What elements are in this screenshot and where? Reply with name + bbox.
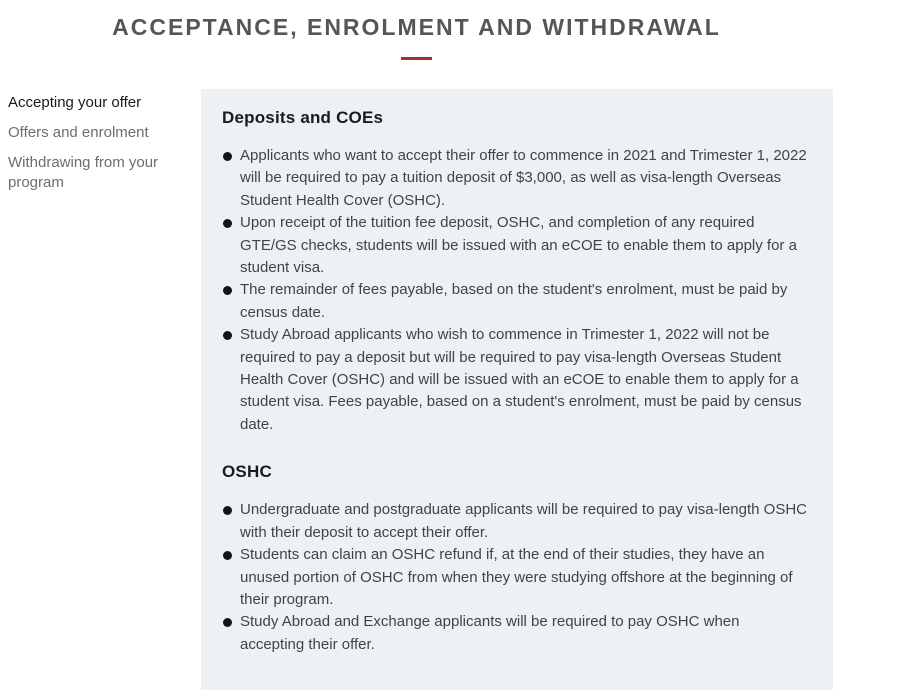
sidebar-item-accepting-your-offer[interactable]: Accepting your offer — [8, 94, 142, 111]
bullet-text: Undergraduate and postgraduate applicants will be required to pay visa-length OSHC with their deposit to accept their offer. — [240, 501, 808, 541]
content-panel — [201, 89, 833, 690]
bullet-icon — [223, 219, 232, 228]
bullet-text: Study Abroad applicants who wish to commence in Trimester 1, 2022 will not be required to pay a deposit but will be required to pay visa-length Overseas Student Health Cover (OSHC) and will be issued with an eCOE to enable them to apply for a student visa. Fees payable, based on a student's enrolment, must be paid by census date. — [240, 326, 802, 433]
section-heading: Deposits and COEs — [222, 108, 384, 127]
page-title: ACCEPTANCE, ENROLMENT AND WITHDRAWAL — [112, 14, 721, 40]
list-item — [222, 499, 807, 544]
page-wrapper — [0, 14, 833, 690]
list-item — [222, 279, 807, 324]
bullet-list — [222, 145, 807, 436]
title-underline — [401, 57, 432, 60]
bullet-text: Study Abroad and Exchange applicants will be required to pay OSHC when accepting their offer. — [240, 613, 740, 653]
bullet-icon — [223, 506, 232, 515]
section-sidebar — [0, 89, 201, 203]
bullet-text: Upon receipt of the tuition fee deposit, OSHC, and completion of any required GTE/GS checks, students will be issued with an eCOE to enable them to apply for a student visa. — [240, 214, 797, 277]
bullet-icon — [223, 551, 232, 560]
bullet-text: Applicants who want to accept their offer to commence in 2021 and Trimester 1, 2022 will be required to pay a tuition deposit of $3,000, as well as visa-length Overseas Student Health Cover (OSHC). — [240, 147, 807, 209]
bullet-icon — [223, 618, 232, 627]
sidebar-item-offers-and-enrolment[interactable]: Offers and enrolment — [8, 124, 149, 141]
sidebar-item-withdrawing-from-your-program[interactable]: Withdrawing from your program — [8, 154, 159, 191]
bullet-text: The remainder of fees payable, based on the student's enrolment, must be paid by census date. — [240, 281, 788, 321]
list-item — [222, 145, 807, 212]
list-item — [222, 324, 807, 436]
content-columns — [0, 89, 833, 690]
list-item — [222, 611, 807, 656]
bullet-icon — [223, 286, 232, 295]
bullet-icon — [223, 331, 232, 340]
section-heading: OSHC — [222, 462, 272, 482]
list-item — [222, 544, 807, 611]
section-oshc — [222, 462, 807, 656]
list-item — [222, 212, 807, 279]
bullet-text: Students can claim an OSHC refund if, at the end of their studies, they have an unused portion of OSHC from when they were studying offshore at the beginning of their program. — [240, 546, 793, 608]
section-deposits-and-coes — [222, 108, 807, 436]
bullet-icon — [223, 152, 232, 161]
bullet-list — [222, 499, 807, 656]
